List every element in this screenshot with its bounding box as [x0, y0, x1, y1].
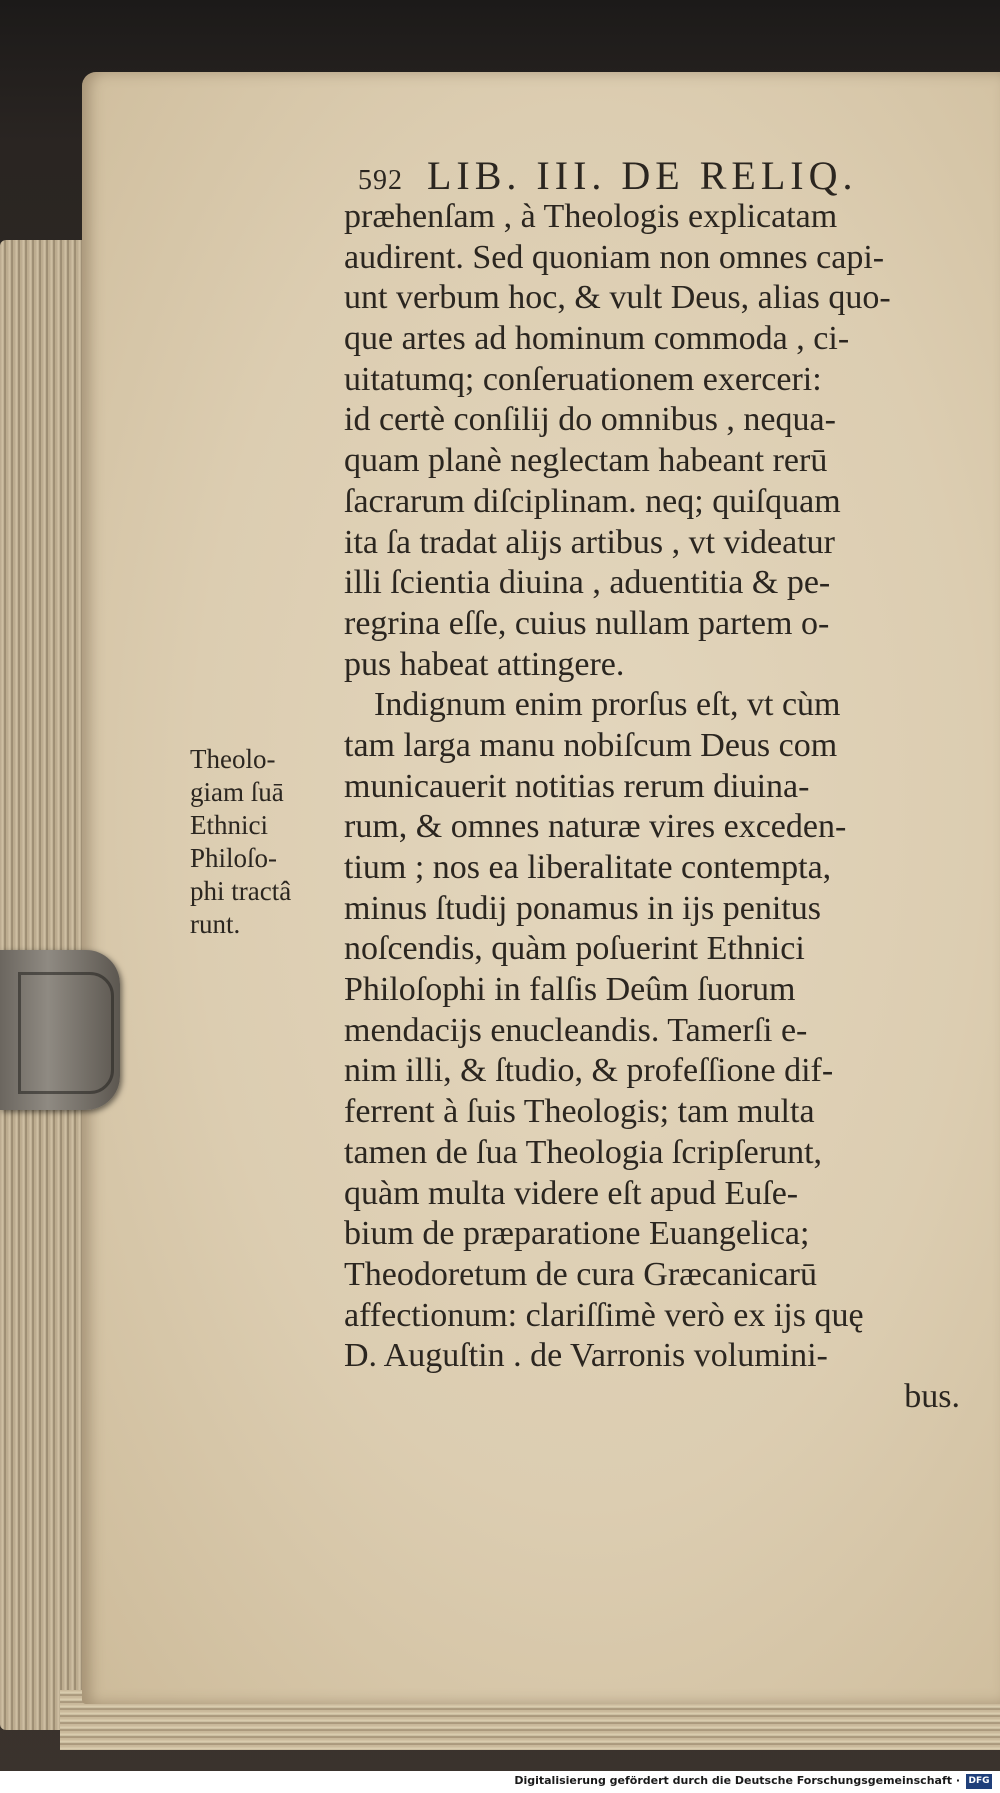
text-line: ſacrarum diſciplinam. neq; quiſquam: [344, 482, 841, 520]
text-line: Theodoretum de cura Græcanicarū: [344, 1255, 817, 1293]
text-line: tam larga manu nobiſcum Deus com: [344, 726, 838, 764]
page-number: 592: [358, 165, 403, 196]
side-note: [190, 743, 340, 941]
text-line: bium de præparatione Euangelica;: [344, 1215, 810, 1253]
text-line: quàm multa videre eſt apud Euſe-: [344, 1174, 799, 1212]
text-line: tamen de ſua Theologia ſcripſerunt,: [344, 1133, 823, 1171]
running-head-title: LIB. III. DE RELIQ.: [427, 153, 858, 198]
text-line: que artes ad hominum commoda , ci-: [344, 320, 850, 358]
text-line: audirent. Sed quoniam non omnes capi-: [344, 238, 885, 276]
text-line: D. Auguſtin . de Varronis volumini-: [344, 1337, 828, 1375]
side-note-line: Theolo-: [190, 744, 276, 774]
text-line: Philoſophi in falſis Deûm ſuorum: [344, 971, 796, 1009]
text-line: tium ; nos ea liberalitate contempta,: [344, 849, 832, 886]
text-line: Indignum enim prorſus eſt, vt cùm: [374, 686, 841, 724]
page-clip: [0, 950, 120, 1110]
text-line: minus ſtudij ponamus in ijs penitus: [344, 889, 821, 927]
text-line: nim illi, & ſtudio, & profeſſione dif-: [344, 1052, 834, 1090]
side-note-line: phi tractâ: [190, 876, 292, 906]
text-line: affectionum: clariſſimè verò ex ijs quę: [344, 1296, 864, 1334]
text-line: rum, & omnes naturæ vires exceden-: [344, 808, 847, 846]
text-line: præhenſam , à Theologis explicatam: [344, 198, 838, 235]
text-line: noſcendis, quàm poſuerint Ethnici: [344, 930, 805, 968]
text-line: pus habeat attingere.: [344, 645, 625, 683]
text-line: quam planè neglectam habeant rerū: [344, 442, 828, 480]
footer-bar: [0, 1771, 1000, 1793]
dfg-logo: DFG: [966, 1774, 992, 1789]
running-head: [358, 152, 948, 202]
text-line: id certè conſilij do omnibus , nequa-: [344, 401, 836, 439]
text-line: illi ſcientia diuina , aduentitia & pe-: [344, 564, 831, 602]
side-note-line: Philoſo-: [190, 843, 278, 873]
catchword: bus.: [904, 1377, 960, 1415]
side-note-line: runt.: [190, 909, 241, 939]
text-line: ferrent à ſuis Theologis; tam multa: [344, 1093, 815, 1131]
text-line: unt verbum hoc, & vult Deus, alias quo-: [344, 279, 891, 317]
side-note-line: giam ſuā: [190, 777, 284, 807]
text-line: regrina eſſe, cuius nullam partem o-: [344, 604, 830, 642]
body-text: [344, 197, 960, 1418]
footer-credit: Digitalisierung gefördert durch die Deutsche Forschungsgemeinschaft ·: [514, 1774, 960, 1787]
text-line: ita ſa tradat alijs artibus , vt videatur: [344, 523, 835, 561]
text-line: mendacijs enucleandis. Tamerſi e-: [344, 1011, 808, 1049]
side-note-line: Ethnici: [190, 810, 268, 840]
text-line: uitatumq; conſeruationem exerceri:: [344, 360, 822, 398]
page-clip-inner: [18, 972, 114, 1094]
text-line: municauerit notitias rerum diuina-: [344, 767, 810, 805]
